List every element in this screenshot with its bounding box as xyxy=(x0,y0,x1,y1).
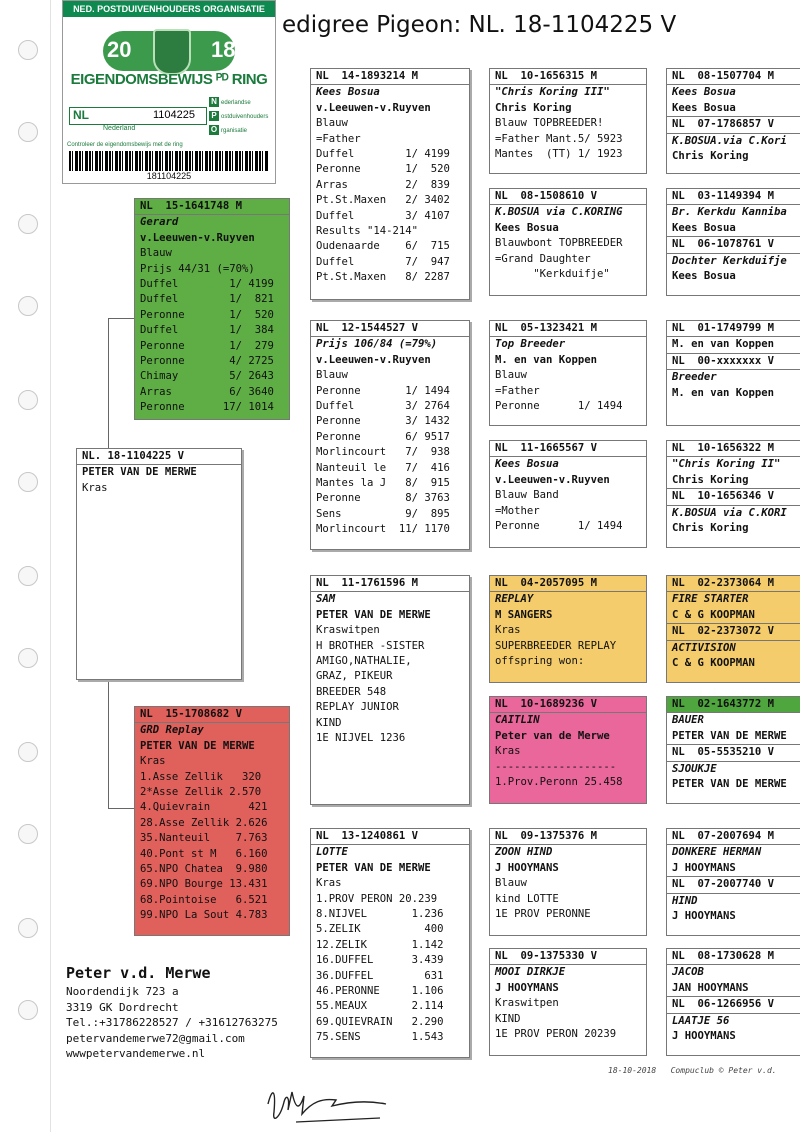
owner-website[interactable]: wwwpetervandemerwe.nl xyxy=(66,1047,206,1060)
card-line: Peronne 1/ 520 xyxy=(316,163,450,176)
card-line: Pt.St.Maxen 8/ 2287 xyxy=(316,271,450,284)
tree-line xyxy=(108,318,134,319)
card-line: Peronne 1/ 1494 xyxy=(495,520,623,533)
ring-header: NL 08-1507704 M xyxy=(667,69,800,85)
card-line: Blauw Band xyxy=(495,489,559,502)
card-line: 1.Prov.Peronn 25.458 xyxy=(495,776,623,789)
breeder-name: Peter van de Merwe xyxy=(495,729,610,742)
card-line: Duffel 7/ 947 xyxy=(316,255,450,268)
lion-shield-icon xyxy=(153,29,191,75)
ring-side-o: O rganisatie xyxy=(210,125,248,134)
fourth-gen-pair-card xyxy=(666,320,800,426)
card-line: Kras xyxy=(82,481,108,494)
card-line: Duffel 1/ 821 xyxy=(140,293,274,306)
pigeon-name: HIND xyxy=(672,894,698,907)
owner-address-city: 3319 GK Dordrecht xyxy=(66,1000,179,1014)
grandparent-card xyxy=(310,320,470,550)
card-line: Duffel 3/ 4107 xyxy=(316,209,450,222)
card-line: Blauwbont TOPBREEDER xyxy=(495,237,623,250)
ring-country: NL xyxy=(73,108,89,122)
ring-side-n: N ederlandse xyxy=(209,97,251,107)
pigeon-name: JACOB xyxy=(672,966,704,979)
ring-header: NL 02-1643772 M xyxy=(667,697,800,713)
card-line: Mantes la J 8/ 915 xyxy=(316,477,450,490)
card-line: Pt.St.Maxen 2/ 3402 xyxy=(316,194,450,207)
breeder-name: PETER VAN DE MERWE xyxy=(140,739,255,752)
card-line: KIND xyxy=(316,716,342,729)
pigeon-name: Kees Bosua xyxy=(672,86,736,99)
punch-hole xyxy=(18,472,38,492)
breeder-name: J HOOYMANS xyxy=(495,981,559,994)
card-line: 36.DUFFEL 631 xyxy=(316,969,444,982)
punch-hole xyxy=(18,1000,38,1020)
pigeon-name: Dochter Kerkduifje xyxy=(672,254,787,267)
pigeon-name: SJOUKJE xyxy=(672,762,717,775)
pigeon-name: LOTTE xyxy=(316,846,348,859)
margin-line xyxy=(50,0,51,1132)
breeder-name: J HOOYMANS xyxy=(672,1030,736,1043)
breeder-name: v.Leeuwen-v.Ruyven xyxy=(495,473,610,486)
card-line: Peronne 1/ 279 xyxy=(140,339,274,352)
ring-header: NL 02-2373064 M xyxy=(667,576,800,592)
card-line: =Father xyxy=(316,132,361,145)
pigeon-name: K.BOSUA via C.KORI xyxy=(672,506,787,519)
punch-hole xyxy=(18,648,38,668)
card-line: Kraswitpen xyxy=(495,997,559,1010)
mother-card xyxy=(134,706,290,936)
grandparent-card xyxy=(310,575,470,805)
owner-contact xyxy=(66,962,278,1062)
footer-credit: 18-10-2018 Compuclub © Peter v.d. xyxy=(608,1066,777,1075)
fourth-gen-pair-card xyxy=(666,440,800,548)
card-line: "Kerkduifje" xyxy=(495,268,610,281)
ring-year-right: 18 xyxy=(211,37,236,62)
ring-year-left: 20 xyxy=(107,37,132,62)
breeder-name: C & G KOOPMAN xyxy=(672,657,755,670)
card-line: =Mother xyxy=(495,504,540,517)
card-line: AMIGO,NATHALIE, xyxy=(316,655,412,668)
ring-number: 1104225 xyxy=(153,109,196,121)
ring-control-note: Controleer de eigendomsbewijs met de ring xyxy=(67,142,183,148)
punch-hole xyxy=(18,390,38,410)
card-line: 68.Pointoise 6.521 xyxy=(140,893,268,906)
breeder-name: M. en van Koppen xyxy=(672,338,775,351)
card-line: Blauw xyxy=(495,369,527,382)
card-line: 35.Nanteuil 7.763 xyxy=(140,832,268,845)
breeder-name: Kees Bosua xyxy=(672,101,736,114)
pigeon-name: Top Breeder xyxy=(495,338,566,351)
card-line: 1.Asse Zellik 320 xyxy=(140,770,262,783)
card-line: 16.DUFFEL 3.439 xyxy=(316,954,444,967)
card-line: Chimay 5/ 2643 xyxy=(140,370,274,383)
pigeon-name: FIRE STARTER xyxy=(672,593,749,606)
card-line: Peronne 1/ 520 xyxy=(140,308,274,321)
card-line: Kras xyxy=(495,624,521,637)
punch-hole xyxy=(18,214,38,234)
ring-header: NL 10-1656346 V xyxy=(667,488,800,505)
ring-header: NL 15-1708682 V xyxy=(135,707,289,723)
card-line: Blauw xyxy=(316,369,348,382)
card-line: REPLAY JUNIOR xyxy=(316,701,399,714)
owner-address-street: Noordendijk 723 a xyxy=(66,985,179,998)
pigeon-name: Prijs 106/84 (=79%) xyxy=(316,338,438,351)
card-line: 5.ZELIK 400 xyxy=(316,923,444,936)
tree-line xyxy=(108,318,109,456)
breeder-name: J HOOYMANS xyxy=(672,910,736,923)
punch-hole xyxy=(18,742,38,762)
punch-hole xyxy=(18,40,38,60)
owner-phone: Tel.:+31786228527 / +31612763275 xyxy=(66,1016,278,1029)
card-line: 1E NIJVEL 1236 xyxy=(316,732,406,745)
fourth-gen-pair-card xyxy=(666,948,800,1056)
fourth-gen-pair-card xyxy=(666,696,800,804)
ring-header: NL 10-1689236 V xyxy=(490,697,646,713)
great-grandparent-card xyxy=(489,188,647,296)
breeder-name: Kees Bosua xyxy=(672,270,736,283)
pigeon-name: CAITLIN xyxy=(495,714,540,727)
breeder-name: C & G KOOPMAN xyxy=(672,608,755,621)
card-line: =Grand Daughter xyxy=(495,252,591,265)
card-line: Peronne 3/ 1432 xyxy=(316,415,450,428)
card-line: 1.PROV PERON 20.239 xyxy=(316,892,438,905)
card-line: 1E PROV PERON 20239 xyxy=(495,1028,617,1041)
card-line: 65.NPO Chatea 9.980 xyxy=(140,863,268,876)
pigeon-name: Breeder xyxy=(672,371,717,384)
card-line: Nanteuil le 7/ 416 xyxy=(316,461,450,474)
ring-header: NL 09-1375330 V xyxy=(490,949,646,965)
card-line: 8.NIJVEL 1.236 xyxy=(316,908,444,921)
card-line: 40.Pont st M 6.160 xyxy=(140,847,268,860)
pigeon-name: "Chris Koring II" xyxy=(672,458,781,471)
card-line: Peronne 6/ 9517 xyxy=(316,430,450,443)
pigeon-name: REPLAY xyxy=(495,593,534,606)
ring-header: NL 11-1761596 M xyxy=(311,576,469,592)
breeder-name: Chris Koring xyxy=(672,522,749,535)
ring-header: NL 11-1665567 V xyxy=(490,441,646,457)
card-line: Peronne 1/ 1494 xyxy=(316,384,450,397)
ring-header: NL 10-1656315 M xyxy=(490,69,646,85)
breeder-name: v.Leeuwen-v.Ruyven xyxy=(316,101,431,114)
pigeon-name: Kees Bosua xyxy=(316,86,380,99)
fourth-gen-pair-card xyxy=(666,828,800,936)
breeder-name: PETER VAN DE MERWE xyxy=(316,608,431,621)
card-line: Blauw xyxy=(495,877,527,890)
card-line: Peronne 1/ 1494 xyxy=(495,400,623,413)
pigeon-name: ZOON HIND xyxy=(495,846,553,859)
breeder-name: Kees Bosua xyxy=(672,221,736,234)
ring-header: NL 09-1375376 M xyxy=(490,829,646,845)
ring-header: NL 06-1078761 V xyxy=(667,236,800,253)
card-line: Peronne 8/ 3763 xyxy=(316,492,450,505)
card-line: Arras 2/ 839 xyxy=(316,178,450,191)
card-line: Duffel 1/ 4199 xyxy=(316,148,450,161)
ring-header: NL 08-1730628 M xyxy=(667,949,800,965)
breeder-name: Chris Koring xyxy=(495,101,572,114)
ring-header: NL 12-1544527 V xyxy=(311,321,469,337)
pigeon-name: GRD Replay xyxy=(140,724,204,737)
ring-header: NL 14-1893214 M xyxy=(311,69,469,85)
subject-pigeon-card xyxy=(76,448,242,680)
card-line: =Father xyxy=(495,384,540,397)
card-line: KIND xyxy=(495,1012,521,1025)
card-line: Kras xyxy=(316,877,342,890)
card-line: Sens 9/ 895 xyxy=(316,507,450,520)
breeder-name: J HOOYMANS xyxy=(495,861,559,874)
card-line: Kras xyxy=(495,745,521,758)
great-grandparent-card xyxy=(489,320,647,426)
breeder-name: PETER VAN DE MERWE xyxy=(316,861,431,874)
ring-org: NED. POSTDUIVENHOUDERS ORGANISATIE xyxy=(63,1,275,17)
card-line: Blauw TOPBREEDER! xyxy=(495,117,604,130)
breeder-name: v.Leeuwen-v.Ruyven xyxy=(316,353,431,366)
ring-header: NL 04-2057095 M xyxy=(490,576,646,592)
great-grandparent-card xyxy=(489,575,647,683)
signature-image xyxy=(262,1082,392,1126)
breeder-name: J HOOYMANS xyxy=(672,861,736,874)
pigeon-name: DONKERE HERMAN xyxy=(672,846,762,859)
punch-hole xyxy=(18,122,38,142)
breeder-name: M. en van Koppen xyxy=(495,353,598,366)
pigeon-name: Kees Bosua xyxy=(495,458,559,471)
ring-header: NL 07-1786857 V xyxy=(667,116,800,133)
breeder-name: M SANGERS xyxy=(495,608,553,621)
card-line: Blauw xyxy=(140,247,172,260)
card-line: BREEDER 548 xyxy=(316,685,387,698)
punch-hole xyxy=(18,296,38,316)
breeder-name: PETER VAN DE MERWE xyxy=(672,778,787,791)
fourth-gen-pair-card xyxy=(666,575,800,683)
great-grandparent-card xyxy=(489,828,647,936)
card-line: 69.QUIEVRAIN 2.290 xyxy=(316,1015,444,1028)
card-line: Duffel 1/ 384 xyxy=(140,324,274,337)
card-line: GRAZ, PIKEUR xyxy=(316,670,393,683)
card-line: Kraswitpen xyxy=(316,624,380,637)
card-line: 99.NPO La Sout 4.783 xyxy=(140,909,268,922)
owner-name: Peter v.d. Merwe xyxy=(66,964,211,982)
ring-header: NL 08-1508610 V xyxy=(490,189,646,205)
ring-header: NL 05-1323421 M xyxy=(490,321,646,337)
breeder-name: JAN HOOYMANS xyxy=(672,981,749,994)
card-line: Peronne 17/ 1014 xyxy=(140,401,274,414)
ring-certificate xyxy=(62,0,276,184)
owner-email[interactable]: petervandemerwe72@gmail.com xyxy=(66,1031,245,1045)
card-line: Results "14-214" xyxy=(316,225,419,238)
pigeon-name: ACTIVISION xyxy=(672,641,736,654)
punch-hole xyxy=(18,918,38,938)
tree-line xyxy=(108,680,109,808)
ring-header: NL 01-1749799 M xyxy=(667,321,800,337)
card-line: Duffel 3/ 2764 xyxy=(316,400,450,413)
breeder-name: v.Leeuwen-v.Ruyven xyxy=(140,231,255,244)
breeder-name: Chris Koring xyxy=(672,150,749,163)
card-line: 4.Quievrain 421 xyxy=(140,801,268,814)
great-grandparent-card xyxy=(489,440,647,548)
fourth-gen-pair-card xyxy=(666,188,800,296)
ring-header: NL 15-1641748 M xyxy=(135,199,289,215)
ring-header: NL 10-1656322 M xyxy=(667,441,800,457)
ring-header: NL. 18-1104225 V xyxy=(77,449,241,465)
ring-header: NL 02-2373072 V xyxy=(667,623,800,640)
ring-header: NL 03-1149394 M xyxy=(667,189,800,205)
card-line: Arras 6/ 3640 xyxy=(140,385,274,398)
card-line: Blauw xyxy=(316,117,348,130)
card-line: Mantes (TT) 1/ 1923 xyxy=(495,148,623,161)
fourth-gen-pair-card xyxy=(666,68,800,174)
grandparent-card xyxy=(310,68,470,300)
breeder-name: PETER VAN DE MERWE xyxy=(82,466,197,479)
pigeon-name: K.BOSUA.via C.Kori xyxy=(672,134,787,147)
card-line: Oudenaarde 6/ 715 xyxy=(316,240,450,253)
ring-header: NL 07-2007694 M xyxy=(667,829,800,845)
breeder-name: Chris Koring xyxy=(672,473,749,486)
card-line: Prijs 44/31 (=70%) xyxy=(140,262,255,275)
card-line: Morlincourt 11/ 1170 xyxy=(316,523,450,536)
great-grandparent-card xyxy=(489,948,647,1056)
card-line: 12.ZELIK 1.142 xyxy=(316,938,444,951)
great-grandparent-card xyxy=(489,696,647,804)
card-line: Duffel 1/ 4199 xyxy=(140,278,274,291)
card-line: offspring won: xyxy=(495,655,585,668)
card-line: 46.PERONNE 1.106 xyxy=(316,985,444,998)
ring-side-p: P ostduivenhouders xyxy=(209,111,268,121)
card-line: SUPERBREEDER REPLAY xyxy=(495,639,617,652)
card-line: 55.MEAUX 2.114 xyxy=(316,1000,444,1013)
father-card xyxy=(134,198,290,420)
card-line: kind LOTTE xyxy=(495,892,559,905)
card-line: 69.NPO Bourge 13.431 xyxy=(140,878,268,891)
grandparent-card xyxy=(310,828,470,1058)
punch-hole xyxy=(18,824,38,844)
ring-header: NL 07-2007740 V xyxy=(667,876,800,893)
breeder-name: Kees Bosua xyxy=(495,221,559,234)
breeder-name: PETER VAN DE MERWE xyxy=(672,729,787,742)
pigeon-name: Gerard xyxy=(140,216,179,229)
pigeon-name: "Chris Koring III" xyxy=(495,86,610,99)
card-line: ------------------- xyxy=(495,760,617,773)
pigeon-name: K.BOSUA via C.KORING xyxy=(495,206,623,219)
pigeon-name: MOOI DIRKJE xyxy=(495,966,566,979)
card-line: 2*Asse Zellik 2.570 xyxy=(140,786,262,799)
card-line: H BROTHER -SISTER xyxy=(316,639,425,652)
ring-header: NL 06-1266956 V xyxy=(667,996,800,1013)
barcode xyxy=(69,151,269,171)
ring-nederland: Nederland xyxy=(103,125,136,132)
card-line: Peronne 4/ 2725 xyxy=(140,355,274,368)
ring-header: NL 05-5535210 V xyxy=(667,744,800,761)
pigeon-name: BAUER xyxy=(672,714,704,727)
card-line: =Father Mant.5/ 5923 xyxy=(495,132,623,145)
ring-header: NL 00-xxxxxxx V xyxy=(667,353,800,370)
breeder-name: M. en van Koppen xyxy=(672,386,775,399)
pigeon-name: LAATJE 56 xyxy=(672,1014,730,1027)
pigeon-name: SAM xyxy=(316,593,336,606)
barcode-number: 181104225 xyxy=(146,171,192,181)
card-line: Morlincourt 7/ 938 xyxy=(316,446,450,459)
card-line: 1E PROV PERONNE xyxy=(495,908,591,921)
great-grandparent-card xyxy=(489,68,647,174)
ring-heading: EIGENDOMSBEWIJS ᴾᴰ RING xyxy=(70,71,268,88)
tree-line xyxy=(108,808,134,809)
card-line: 28.Asse Zellik 2.626 xyxy=(140,816,268,829)
page-title: edigree Pigeon: NL. 18-1104225 V xyxy=(282,12,677,38)
ring-header: NL 13-1240861 V xyxy=(311,829,469,845)
card-line: Kras xyxy=(140,755,166,768)
pigeon-name: Br. Kerkdu Kanniba xyxy=(672,206,787,219)
punch-hole xyxy=(18,566,38,586)
card-line: 75.SENS 1.543 xyxy=(316,1031,444,1044)
